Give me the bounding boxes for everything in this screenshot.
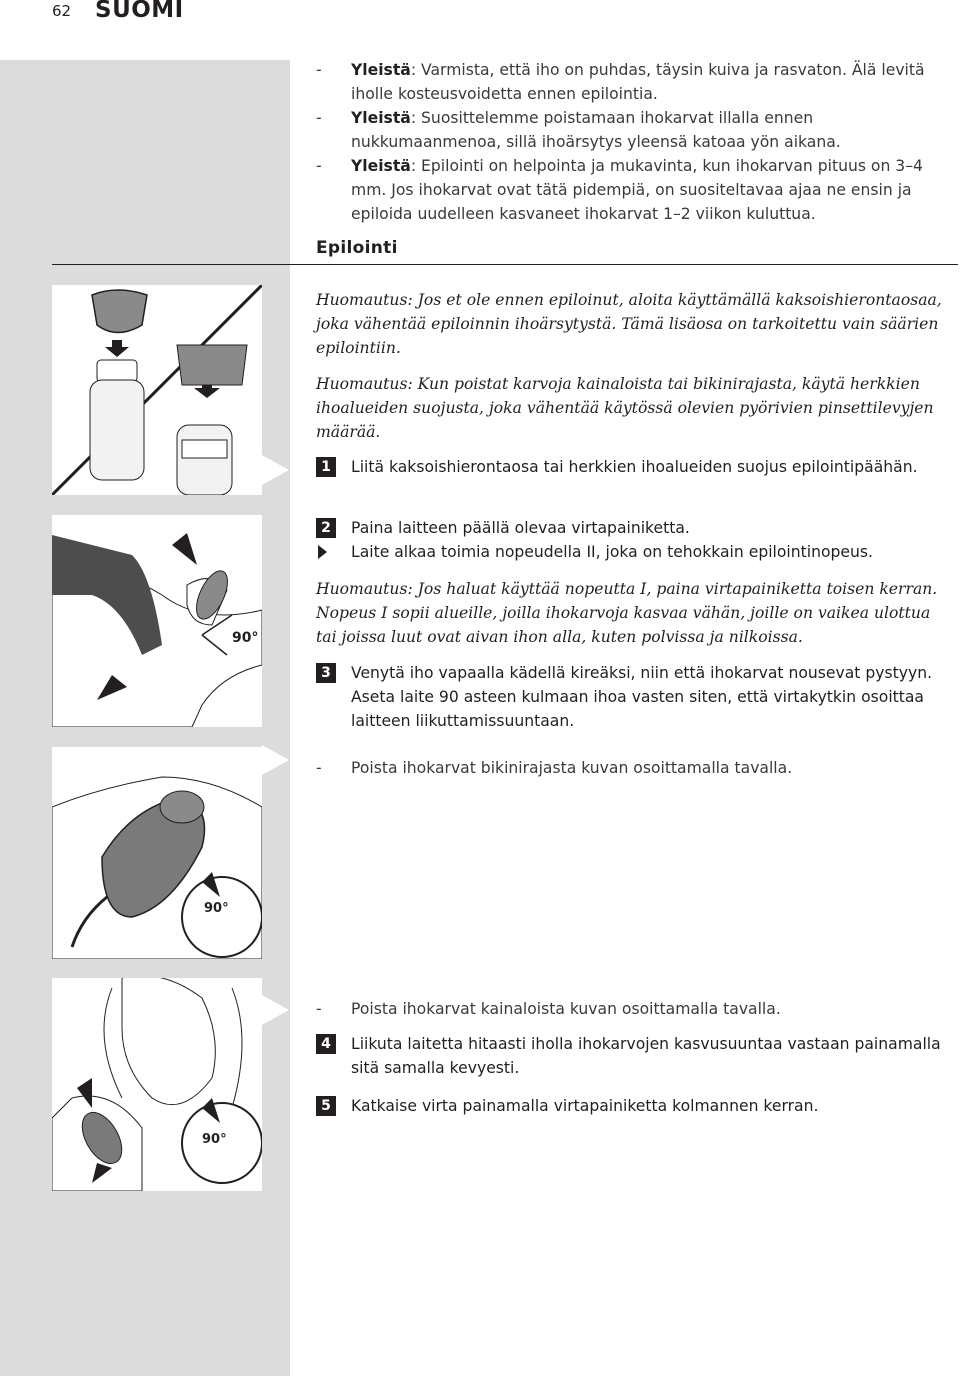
- figure-bikini: [52, 747, 262, 959]
- figure-leg: [52, 515, 262, 727]
- page-number: 62: [52, 2, 72, 20]
- step-text: Venytä iho vapaalla kädellä kireäksi, niin että ihokarvat nousevat pystyyn. Aseta laite 90 asteen kulmaan ihoa vasten siten, että virtakytkin osoittaa laitteen liikuttamissuuntaan.: [351, 664, 933, 730]
- step-number: 2: [316, 518, 336, 538]
- result-line: [316, 540, 946, 564]
- note-first-time: Huomautus: Jos et ole ennen epiloinut, aloita käyttämällä kaksoishierontaosaa, joka vähentää epiloinnin ihoärsytystä. Tämä lisäosa on tarkoitettu vain säärien epilointiin.: [316, 291, 942, 357]
- step-number: 1: [316, 457, 336, 477]
- dash: -: [316, 1000, 322, 1018]
- intro-bullets: [316, 58, 946, 226]
- step-5: [316, 1094, 946, 1118]
- bullet-general-3: [316, 154, 946, 226]
- notes-block-2: [316, 372, 946, 444]
- bikini-illustration: [52, 747, 262, 959]
- dash: -: [316, 157, 322, 175]
- dash: -: [316, 759, 322, 777]
- angle-label: 90°: [202, 1132, 227, 1147]
- step-text: Liikuta laitetta hitaasti iholla ihokarvojen kasvusuuntaa vastaan painamalla sitä samalla kevyesti.: [351, 1035, 941, 1077]
- dash: -: [316, 61, 322, 79]
- section-title: Epilointi: [316, 238, 398, 258]
- result-text: Laite alkaa toimia nopeudella II, joka on tehokkain epilointinopeus.: [351, 543, 873, 561]
- bullet-label: Yleistä: [351, 157, 411, 175]
- step-2: [316, 516, 946, 564]
- angle-label: 90°: [204, 901, 229, 916]
- note-speed-one: Huomautus: Jos haluat käyttää nopeutta I, paina virtapainiketta toisen kerran. Nopeus I sopii alueille, joilla ihokarvoja kasvaa vähän, joille on vaikea ulottua tai joissa luut ovat aivan ihon alla, kuten polvissa ja nilkoissa.: [316, 580, 938, 646]
- notes-block-3: [316, 577, 946, 649]
- armpit-illustration: [52, 978, 262, 1191]
- step-4: [316, 1032, 946, 1080]
- figure-pointer: [262, 995, 289, 1025]
- dash-bikini: [316, 756, 946, 780]
- figure-pointer: [262, 745, 289, 775]
- bullet-text: : Suosittelemme poistamaan ihokarvat illalla ennen nukkumaanmenoa, sillä ihoärsytys yleensä katoaa yön aikana.: [351, 109, 841, 151]
- step-1: [316, 455, 946, 479]
- figure-attachments: [52, 285, 262, 495]
- note-sensitive-areas: Huomautus: Kun poistat karvoja kainaloista tai bikinirajasta, käytä herkkien ihoalueiden suojusta, joka vähentää käytössä olevien pyörivien pinsettilevyjen määrää.: [316, 375, 934, 441]
- dash: -: [316, 109, 322, 127]
- figure-armpit: [52, 978, 262, 1191]
- section-rule: [52, 264, 958, 265]
- leg-illustration: [52, 515, 262, 727]
- page-title: SUOMI: [95, 0, 184, 23]
- angle-label: 90°: [232, 630, 259, 646]
- step-number: 4: [316, 1034, 336, 1054]
- step-text: Paina laitteen päällä olevaa virtapainiketta.: [351, 519, 690, 537]
- notes-block-1: [316, 288, 946, 360]
- bullet-label: Yleistä: [351, 109, 411, 127]
- bullet-general-2: [316, 106, 946, 154]
- bullet-text: : Varmista, että iho on puhdas, täysin kuiva ja rasvaton. Älä levitä iholle kosteusvoidetta ennen epilointia.: [351, 61, 925, 103]
- bullet-text: : Epilointi on helpointa ja mukavinta, kun ihokarvan pituus on 3–4 mm. Jos ihokarvat ovat tätä pidempiä, on suositeltavaa ajaa ne ensin ja epiloida uudelleen kasvaneet ihokarvat 1–2 viikon kuluttua.: [351, 157, 923, 223]
- page-header: [0, 0, 960, 24]
- step-number: 5: [316, 1096, 336, 1116]
- step-text: Liitä kaksoishierontaosa tai herkkien ihoalueiden suojus epilointipäähän.: [351, 458, 918, 476]
- step-text: Katkaise virta painamalla virtapainiketta kolmannen kerran.: [351, 1097, 819, 1115]
- figure-pointer: [262, 455, 289, 485]
- dash-text: Poista ihokarvat bikinirajasta kuvan osoittamalla tavalla.: [351, 759, 793, 777]
- step-3: [316, 661, 946, 733]
- dash-armpit: [316, 997, 946, 1021]
- dash-text: Poista ihokarvat kainaloista kuvan osoittamalla tavalla.: [351, 1000, 781, 1018]
- bullet-label: Yleistä: [351, 61, 411, 79]
- attachment-illustration: [52, 285, 262, 495]
- step-number: 3: [316, 663, 336, 683]
- bullet-general-1: [316, 58, 946, 106]
- result-arrow-icon: [318, 545, 327, 559]
